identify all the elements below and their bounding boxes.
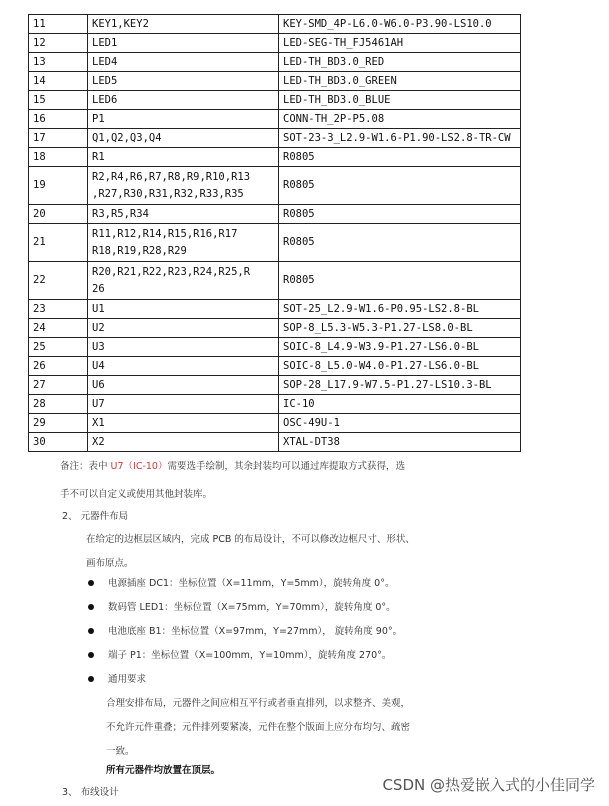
designator-cell: U2 xyxy=(88,319,279,338)
package-cell: R0805 xyxy=(279,167,521,205)
bullet-dot-icon xyxy=(88,628,94,634)
designator-cell: LED4 xyxy=(88,53,279,72)
row-number-cell: 13 xyxy=(29,53,88,72)
remark-prefix: 备注：表中 xyxy=(60,461,111,472)
package-cell: LED-SEG-TH_FJ5461AH xyxy=(279,34,521,53)
designator-cell: X2 xyxy=(88,433,279,452)
table-row xyxy=(29,110,521,129)
section-2-para-2: 画布原点。 xyxy=(86,558,134,569)
designator-cell: LED1 xyxy=(88,34,279,53)
table-row xyxy=(29,262,521,300)
package-cell: R0805 xyxy=(279,205,521,224)
package-cell: SOT-25_L2.9-W1.6-P0.95-LS2.8-BL xyxy=(279,300,521,319)
table-row xyxy=(29,433,521,452)
remark-line-2: 手不可以自定义或使用其他封装库。 xyxy=(60,489,213,500)
package-cell: R0805 xyxy=(279,224,521,262)
package-cell: R0805 xyxy=(279,262,521,300)
designator-cell: R3,R5,R34 xyxy=(88,205,279,224)
package-cell: OSC-49U-1 xyxy=(279,414,521,433)
table-row xyxy=(29,224,521,262)
table-row xyxy=(29,148,521,167)
bullet-item: 端子 P1：坐标位置（X=100mm，Y=10mm），旋转角度 270°。 xyxy=(108,650,392,661)
general-req-line-1: 合理安排布局，元器件之间应相互平行或者垂直排列，以求整齐、美观， xyxy=(106,698,411,709)
row-number-cell: 29 xyxy=(29,414,88,433)
row-number-cell: 22 xyxy=(29,262,88,300)
table-row xyxy=(29,319,521,338)
row-number-cell: 20 xyxy=(29,205,88,224)
package-cell: KEY-SMD_4P-L6.0-W6.0-P3.90-LS10.0 xyxy=(279,15,521,34)
table-row xyxy=(29,34,521,53)
package-cell: SOP-28_L17.9-W7.5-P1.27-LS10.3-BL xyxy=(279,376,521,395)
section-2-para-1: 在给定的边框层区域内，完成 PCB 的布局设计，不可以修改边框尺寸、形状、 xyxy=(86,534,415,545)
bullet-dot-icon xyxy=(88,604,94,610)
bullet-dot-icon xyxy=(88,652,94,658)
remark-highlight: U7（IC-10） xyxy=(110,461,168,472)
table-row xyxy=(29,205,521,224)
table-row xyxy=(29,72,521,91)
designator-cell: X1 xyxy=(88,414,279,433)
table-row xyxy=(29,338,521,357)
package-cell: LED-TH_BD3.0_RED xyxy=(279,53,521,72)
row-number-cell: 17 xyxy=(29,129,88,148)
package-cell: R0805 xyxy=(279,148,521,167)
remark-rest: 需要选手绘制，其余封装均可以通过库提取方式获得，选 xyxy=(167,461,405,472)
row-number-cell: 14 xyxy=(29,72,88,91)
designator-cell: U3 xyxy=(88,338,279,357)
designator-cell: U1 xyxy=(88,300,279,319)
row-number-cell: 16 xyxy=(29,110,88,129)
row-number-cell: 12 xyxy=(29,34,88,53)
table-row xyxy=(29,53,521,72)
row-number-cell: 26 xyxy=(29,357,88,376)
row-number-cell: 24 xyxy=(29,319,88,338)
row-number-cell: 25 xyxy=(29,338,88,357)
bullet-dot-icon xyxy=(88,676,94,682)
bullet-item: 通用要求 xyxy=(108,674,147,685)
row-number-cell: 21 xyxy=(29,224,88,262)
package-cell: SOIC-8_L4.9-W3.9-P1.27-LS6.0-BL xyxy=(279,338,521,357)
row-number-cell: 11 xyxy=(29,15,88,34)
csdn-watermark: CSDN @热爱嵌入式的小佳同学 xyxy=(382,776,595,794)
bullet-item: 电源插座 DC1：坐标位置（X=11mm，Y=5mm），旋转角度 0°。 xyxy=(108,578,395,589)
designator-cell: P1 xyxy=(88,110,279,129)
package-cell: SOT-23-3_L2.9-W1.6-P1.90-LS2.8-TR-CW xyxy=(279,129,521,148)
bullet-item: 数码管 LED1：坐标位置（X=75mm，Y=70mm），旋转角度 0°。 xyxy=(108,602,396,613)
designator-cell: R11,R12,R14,R15,R16,R17 R18,R19,R28,R29 xyxy=(88,224,279,262)
table-row xyxy=(29,300,521,319)
section-3-heading: 3、 布线设计 xyxy=(62,787,119,798)
table-row xyxy=(29,357,521,376)
remark-line-1 xyxy=(60,458,405,472)
row-number-cell: 23 xyxy=(29,300,88,319)
package-cell: LED-TH_BD3.0_GREEN xyxy=(279,72,521,91)
general-req-line-3: 一致。 xyxy=(106,746,135,757)
row-number-cell: 27 xyxy=(29,376,88,395)
general-req-bold: 所有元器件均放置在顶层。 xyxy=(106,765,221,776)
bullet-dot-icon xyxy=(88,580,94,586)
designator-cell: U6 xyxy=(88,376,279,395)
row-number-cell: 28 xyxy=(29,395,88,414)
designator-cell: R2,R4,R6,R7,R8,R9,R10,R13 ,R27,R30,R31,R32,R33,R35 xyxy=(88,167,279,205)
row-number-cell: 15 xyxy=(29,91,88,110)
table-row xyxy=(29,91,521,110)
section-2-heading: 2、 元器件布局 xyxy=(62,511,129,522)
package-cell: CONN-TH_2P-P5.08 xyxy=(279,110,521,129)
table-row xyxy=(29,15,521,34)
package-cell: SOIC-8_L5.0-W4.0-P1.27-LS6.0-BL xyxy=(279,357,521,376)
package-cell: LED-TH_BD3.0_BLUE xyxy=(279,91,521,110)
row-number-cell: 30 xyxy=(29,433,88,452)
table-row xyxy=(29,167,521,205)
designator-cell: R1 xyxy=(88,148,279,167)
designator-cell: R20,R21,R22,R23,R24,R25,R 26 xyxy=(88,262,279,300)
designator-cell: U7 xyxy=(88,395,279,414)
bullet-item: 电池底座 B1：坐标位置（X=97mm，Y=27mm）， 旋转角度 90°。 xyxy=(108,626,403,637)
designator-cell: LED5 xyxy=(88,72,279,91)
package-cell: IC-10 xyxy=(279,395,521,414)
general-req-line-2: 不允许元件重叠；元件排列要紧凑，元件在整个版面上应分布均匀、疏密 xyxy=(106,722,411,733)
table-row xyxy=(29,376,521,395)
designator-cell: Q1,Q2,Q3,Q4 xyxy=(88,129,279,148)
designator-cell: U4 xyxy=(88,357,279,376)
package-cell: SOP-8_L5.3-W5.3-P1.27-LS8.0-BL xyxy=(279,319,521,338)
designator-cell: KEY1,KEY2 xyxy=(88,15,279,34)
designator-cell: LED6 xyxy=(88,91,279,110)
table-body xyxy=(29,15,521,452)
component-package-table xyxy=(28,14,521,452)
row-number-cell: 18 xyxy=(29,148,88,167)
table-row xyxy=(29,129,521,148)
table-row xyxy=(29,395,521,414)
package-cell: XTAL-DT38 xyxy=(279,433,521,452)
row-number-cell: 19 xyxy=(29,167,88,205)
table-row xyxy=(29,414,521,433)
